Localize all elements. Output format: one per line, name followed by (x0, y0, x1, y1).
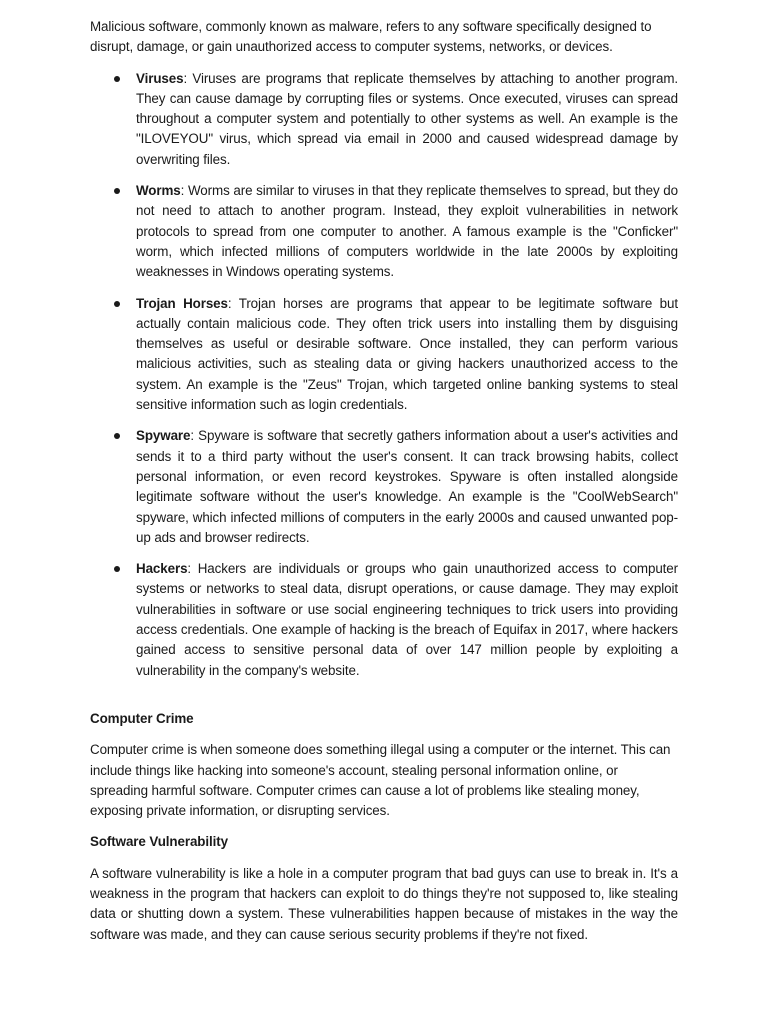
definition-worms: : Worms are similar to viruses in that they replicate themselves to spread, but they do not need to attach to another program. Instead, they exploit vulnerabilities in network protocols to spread from one computer to another. A famous example is the "Conficker" worm, which infected millions of computers worldwide in the late 2000s by exploiting weaknesses in Windows operating systems. (136, 183, 678, 280)
term-viruses: Viruses (136, 70, 184, 86)
term-trojan-horses: Trojan Horses (136, 295, 228, 311)
list-item-worms (90, 181, 678, 282)
software-vulnerability-heading: Software Vulnerability (90, 834, 228, 850)
computer-crime-heading: Computer Crime (90, 710, 194, 726)
list-item-hackers (90, 559, 678, 681)
list-item-viruses (90, 69, 678, 170)
term-spyware: Spyware (136, 428, 191, 444)
bullet-icon (114, 566, 120, 572)
bullet-icon (114, 301, 120, 307)
list-item-trojan-horses (90, 294, 678, 416)
computer-crime-paragraph: Computer crime is when someone does something illegal using a computer or the internet. This can include things like hacking into someone's account, stealing personal information online, or spreading harmful software. Computer crimes can cause a lot of problems like stealing money, exposing private information, or disrupting services. (90, 742, 671, 819)
term-hackers: Hackers (136, 561, 188, 577)
intro-paragraph: Malicious software, commonly known as malware, refers to any software specifically designed to disrupt, damage, or gain unauthorized access to computer systems, networks, or devices. (90, 19, 652, 55)
bullet-icon (114, 76, 120, 82)
software-vulnerability-paragraph: A software vulnerability is like a hole in a computer program that bad guys can use to break in. It's a weakness in the program that hackers can exploit to do things they're not supposed to, like stealing data or shutting down a system. These vulnerabilities happen because of mistakes in the way the software was made, and they can cause serious security problems if they're not fixed. (90, 865, 678, 942)
document-page (90, 17, 678, 945)
definition-spyware: : Spyware is software that secretly gathers information about a user's activities and sends it to a third party without the user's consent. It can track browsing habits, collect personal information, or even record keystrokes. Spyware is often installed alongside legitimate software without the user's knowledge. An example is the "CoolWebSearch" spyware, which infected millions of computers in the early 2000s and caused unwanted pop-up ads and browser redirects. (136, 428, 678, 545)
definition-viruses: : Viruses are programs that replicate themselves by attaching to another program. They can cause damage by corrupting files or systems. Once executed, viruses can spread throughout a computer system and potentially to other systems as well. An example is the "ILOVEYOU" virus, which spread via email in 2000 and caused widespread damage by overwriting files. (136, 70, 678, 167)
definition-trojan-horses: : Trojan horses are programs that appear to be legitimate software but actually contain malicious code. They often trick users into installing them by disguising themselves as useful or desirable software. Once installed, they can perform various malicious activities, such as stealing data or giving hackers unauthorized access to the system. An example is the "Zeus" Trojan, which targeted online banking systems to steal sensitive information such as login credentials. (136, 295, 678, 413)
bullet-icon (114, 433, 120, 439)
malware-types-list (90, 69, 678, 681)
bullet-icon (114, 188, 120, 194)
list-item-spyware (90, 426, 678, 548)
term-worms: Worms (136, 183, 181, 199)
definition-hackers: : Hackers are individuals or groups who gain unauthorized access to computer systems or networks to steal data, disrupt operations, or cause damage. They may exploit vulnerabilities in software or use social engineering techniques to trick users into providing access credentials. One example of hacking is the breach of Equifax in 2017, where hackers gained access to sensitive personal data of over 147 million people by exploiting a vulnerability in the company's website. (136, 561, 678, 678)
